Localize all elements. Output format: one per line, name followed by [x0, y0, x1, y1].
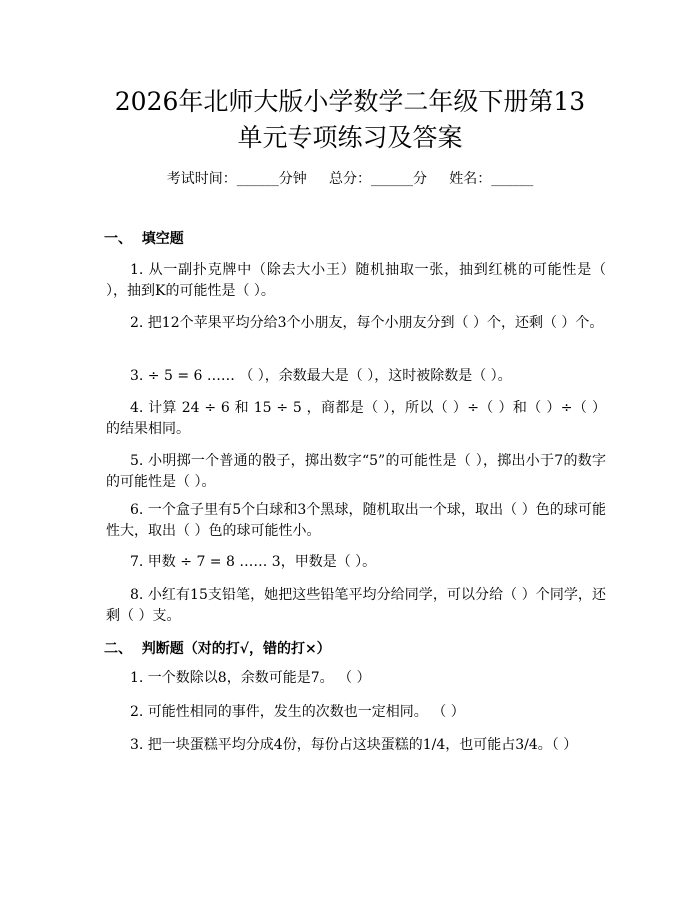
question-fill-7: 7. 甲数 ÷ 7 = 8 …… 3，甲数是（ ）。 — [130, 554, 377, 570]
section-heading-true-false: 二、 判断题（对的打√，错的打×） — [104, 641, 331, 657]
question-fill-5: 5. 小明掷一个普通的骰子，掷出数字“5”的可能性是（ ），掷出小于7的数字的可能性是（ ）。 — [106, 453, 606, 490]
section-heading-fill-in: 一、 填空题 — [104, 231, 184, 247]
title-line-2: 单元专项练习及答案 — [237, 123, 463, 152]
question-judge-1: 1. 一个数除以8，余数可能是7。 （ ） — [130, 670, 371, 686]
exam-info-line: 考试时间：______分钟 总分：______分 姓名：______ — [166, 171, 534, 187]
title-line-1: 2026年北师大版小学数学二年级下册第13 — [114, 87, 586, 116]
question-fill-2: 2. 把12个苹果平均分给3个小朋友，每个小朋友分到（ ）个，还剩（ ）个。 — [130, 315, 604, 331]
document-title — [60, 84, 640, 156]
question-judge-3: 3. 把一块蛋糕平均分成4份，每份占这块蛋糕的1/4，也可能占3/4。（ ） — [130, 737, 578, 753]
question-fill-1: 1. 从一副扑克牌中（除去大小王）随机抽取一张，抽到红桃的可能性是（ ），抽到K的可能性是（ ）。 — [106, 262, 606, 299]
question-fill-3: 3. ÷ 5 = 6 …… （ ），余数最大是（ ），这时被除数是（ ）。 — [130, 368, 512, 384]
question-judge-2: 2. 可能性相同的事件，发生的次数也一定相同。 （ ） — [130, 704, 465, 720]
question-fill-8: 8. 小红有15支铅笔，她把这些铅笔平均分给同学，可以分给（ ）个同学，还剩（ ）支。 — [106, 587, 606, 624]
question-fill-6: 6. 一个盒子里有5个白球和3个黑球，随机取出一个球，取出（ ）色的球可能性大，取出（ ）色的球可能性小。 — [106, 502, 606, 539]
question-fill-4: 4. 计算 24 ÷ 6 和 15 ÷ 5 ，商都是（ ），所以（ ）÷（ ）和（ ）÷（ ）的结果相同。 — [106, 400, 606, 437]
